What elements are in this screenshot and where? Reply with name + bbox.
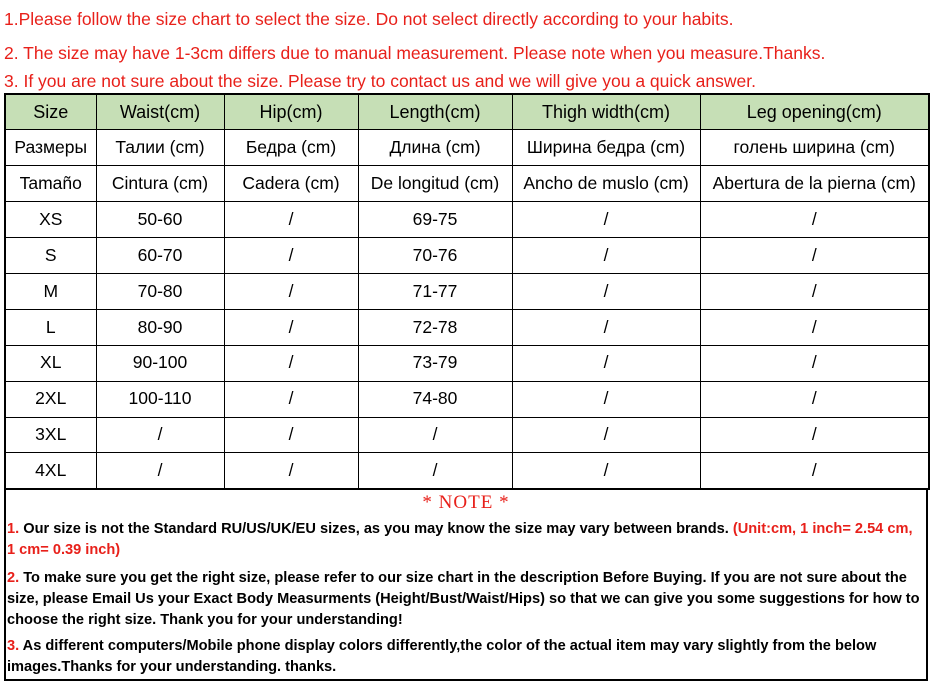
- note-text: To make sure you get the right size, please refer to our size chart in the description Before Buying. If you are not sure about the size, please Email Us your Exact Body Measurments (Height/Bust/Waist/Hips) so that we can give you some suggestions for how to choose the right size. Thank you for your understanding!: [7, 570, 920, 628]
- size-cell: 3XL: [5, 417, 96, 453]
- waist-cell: 60-70: [96, 238, 224, 274]
- header-cell: Cintura (cm): [96, 166, 224, 202]
- table-header-row-spanish: [5, 166, 929, 202]
- thigh-cell: /: [512, 417, 700, 453]
- length-cell: /: [358, 453, 512, 489]
- waist-cell: /: [96, 417, 224, 453]
- note-title: * NOTE *: [422, 492, 510, 513]
- hip-cell: /: [224, 273, 358, 309]
- hip-cell: /: [224, 417, 358, 453]
- waist-cell: 100-110: [96, 381, 224, 417]
- size-cell: XS: [5, 202, 96, 238]
- hip-cell: /: [224, 202, 358, 238]
- leg-opening-cell: /: [700, 202, 929, 238]
- table-row: [5, 453, 929, 489]
- table-row: [5, 381, 929, 417]
- header-cell: Leg opening(cm): [700, 94, 929, 130]
- header-cell: Thigh width(cm): [512, 94, 700, 130]
- header-cell: Ширина бедра (cm): [512, 130, 700, 166]
- waist-cell: 90-100: [96, 345, 224, 381]
- table-row: [5, 417, 929, 453]
- thigh-cell: /: [512, 202, 700, 238]
- note-item-1: [7, 519, 922, 561]
- header-cell: De longitud (cm): [358, 166, 512, 202]
- note-item-3: [7, 636, 922, 678]
- length-cell: 69-75: [358, 202, 512, 238]
- table-row: [5, 309, 929, 345]
- hip-cell: /: [224, 381, 358, 417]
- header-cell: Waist(cm): [96, 94, 224, 130]
- thigh-cell: /: [512, 345, 700, 381]
- header-cell: Ancho de muslo (cm): [512, 166, 700, 202]
- note-panel: [4, 489, 928, 681]
- thigh-cell: /: [512, 238, 700, 274]
- thigh-cell: /: [512, 381, 700, 417]
- instruction-note-2: 2. The size may have 1-3cm differs due to manual measurement. Please note when you measure.Thanks.: [4, 43, 826, 63]
- note-number: 2.: [7, 570, 20, 586]
- waist-cell: /: [96, 453, 224, 489]
- size-cell: M: [5, 273, 96, 309]
- instruction-note-3: 3. If you are not sure about the size. Please try to contact us and we will give you a quick answer.: [4, 71, 756, 91]
- leg-opening-cell: /: [700, 238, 929, 274]
- hip-cell: /: [224, 309, 358, 345]
- header-cell: Hip(cm): [224, 94, 358, 130]
- note-number: 3.: [7, 638, 20, 654]
- thigh-cell: /: [512, 309, 700, 345]
- size-cell: S: [5, 238, 96, 274]
- hip-cell: /: [224, 345, 358, 381]
- thigh-cell: /: [512, 453, 700, 489]
- length-cell: 72-78: [358, 309, 512, 345]
- hip-cell: /: [224, 238, 358, 274]
- table-row: [5, 273, 929, 309]
- waist-cell: 80-90: [96, 309, 224, 345]
- header-cell: голень ширина (cm): [700, 130, 929, 166]
- header-cell: Tamaño: [5, 166, 96, 202]
- note-item-2: [7, 568, 922, 631]
- size-cell: 4XL: [5, 453, 96, 489]
- table-row: [5, 238, 929, 274]
- header-cell: Length(cm): [358, 94, 512, 130]
- instruction-note-1: 1.Please follow the size chart to select the size. Do not select directly according to your habits.: [4, 9, 734, 29]
- header-cell: Cadera (cm): [224, 166, 358, 202]
- header-cell: Abertura de la pierna (cm): [700, 166, 929, 202]
- size-cell: 2XL: [5, 381, 96, 417]
- leg-opening-cell: /: [700, 273, 929, 309]
- leg-opening-cell: /: [700, 309, 929, 345]
- table-row: [5, 345, 929, 381]
- length-cell: /: [358, 417, 512, 453]
- leg-opening-cell: /: [700, 417, 929, 453]
- unit-conversion-note: (Unit:cm, 1 inch= 2.54 cm, 1 cm= 0.39 inch): [7, 521, 913, 558]
- note-number: 1.: [7, 521, 20, 537]
- leg-opening-cell: /: [700, 345, 929, 381]
- waist-cell: 50-60: [96, 202, 224, 238]
- header-cell: Талии (cm): [96, 130, 224, 166]
- hip-cell: /: [224, 453, 358, 489]
- table-header-row-russian: [5, 130, 929, 166]
- waist-cell: 70-80: [96, 273, 224, 309]
- table-header-row-english: [5, 94, 929, 130]
- note-text: Our size is not the Standard RU/US/UK/EU sizes, as you may know the size may vary between brands.: [19, 521, 733, 537]
- header-cell: Размеры: [5, 130, 96, 166]
- length-cell: 73-79: [358, 345, 512, 381]
- size-chart-table: [4, 93, 930, 490]
- header-cell: Size: [5, 94, 96, 130]
- length-cell: 74-80: [358, 381, 512, 417]
- leg-opening-cell: /: [700, 453, 929, 489]
- thigh-cell: /: [512, 273, 700, 309]
- table-row: [5, 202, 929, 238]
- size-cell: L: [5, 309, 96, 345]
- length-cell: 70-76: [358, 238, 512, 274]
- size-cell: XL: [5, 345, 96, 381]
- leg-opening-cell: /: [700, 381, 929, 417]
- note-text: As different computers/Mobile phone display colors differently,the color of the actual item may vary slightly from the below images.Thanks for your understanding. thanks.: [7, 638, 877, 675]
- length-cell: 71-77: [358, 273, 512, 309]
- header-cell: Бедра (cm): [224, 130, 358, 166]
- header-cell: Длина (cm): [358, 130, 512, 166]
